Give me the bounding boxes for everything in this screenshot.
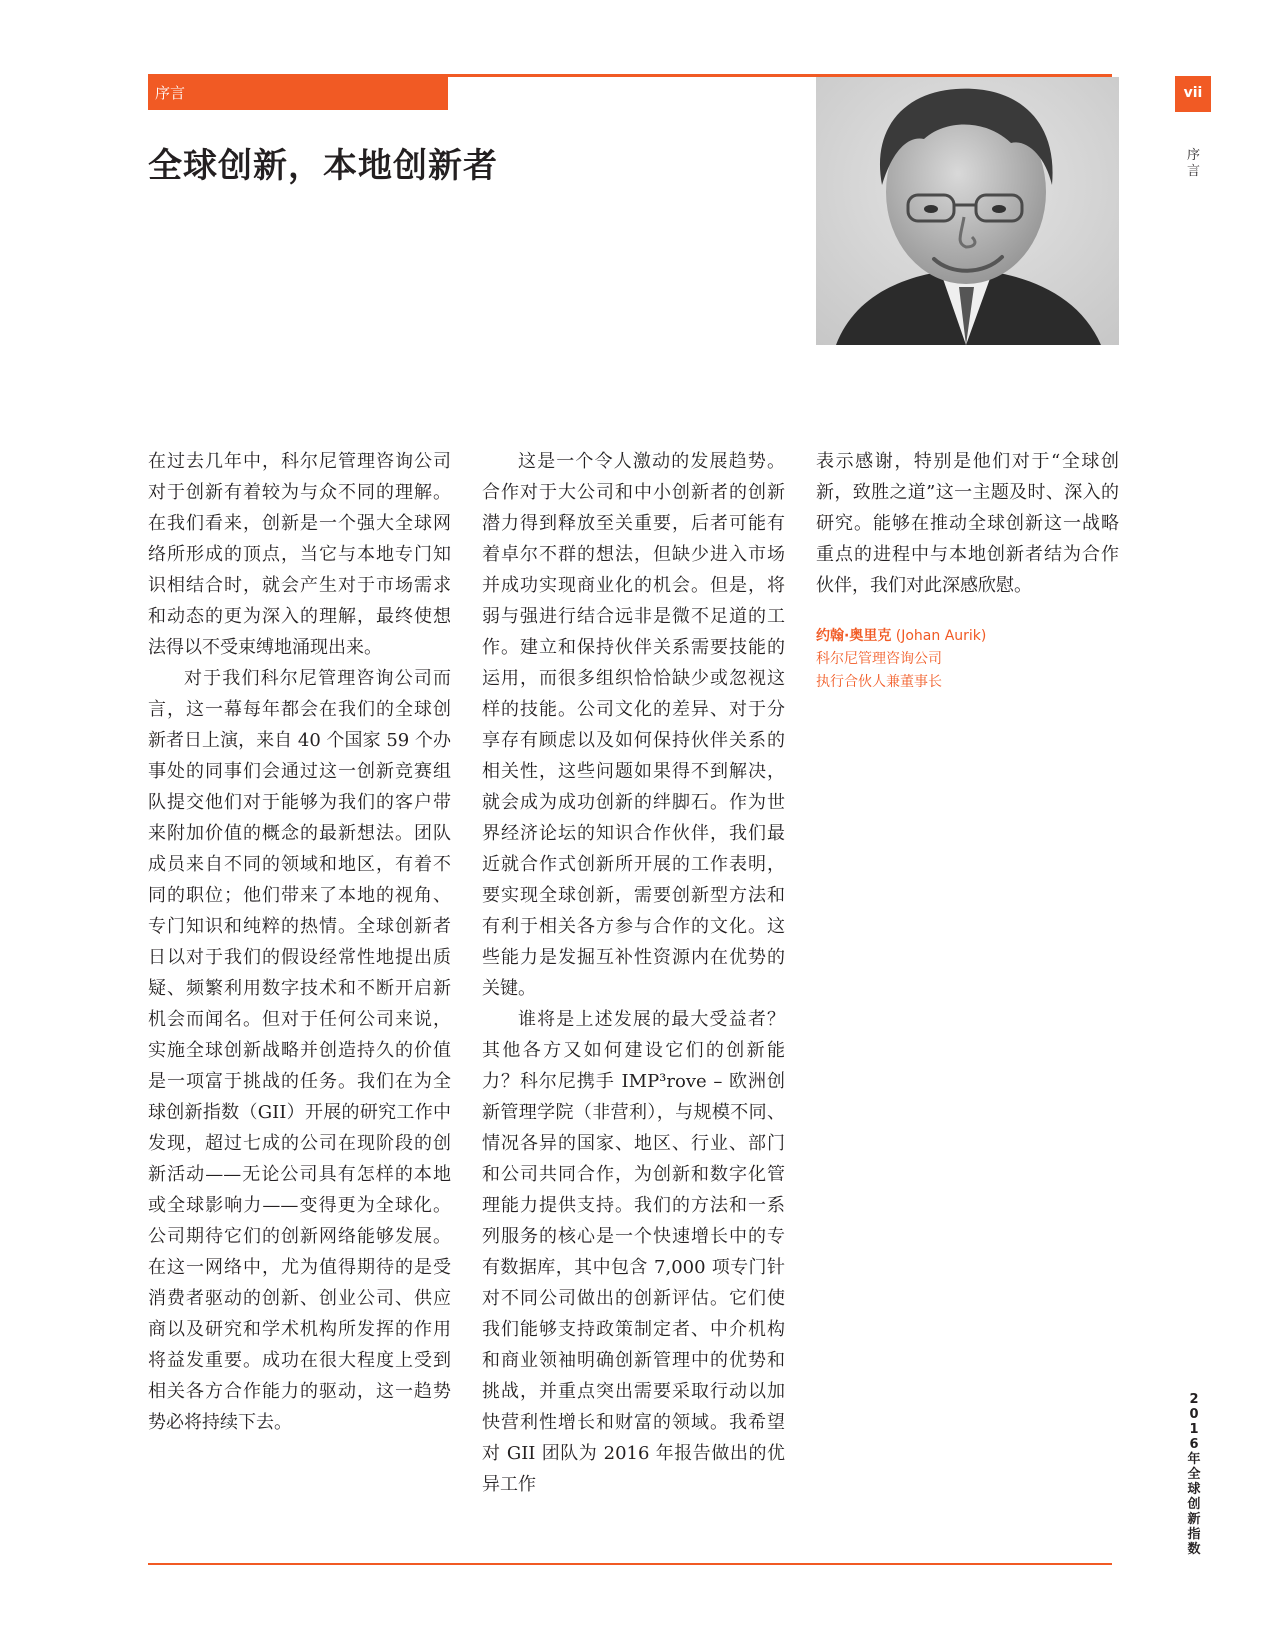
portrait-image: [816, 77, 1119, 345]
paragraph: 表示感谢，特别是他们对于“全球创新，致胜之道”这一主题及时、深入的研究。能够在推动全球创新这一战略重点的进程中与本地创新者结为合作伙伴，我们对此深感欣慰。: [816, 451, 1119, 596]
paragraph: 在过去几年中，科尔尼管理咨询公司对于创新有着较为与众不同的理解。在我们看来，创新是一个强大全球网络所形成的顶点，当它与本地专门知识相结合时，就会产生对于市场需求和动态的更为深入的理解，最终使想法得以不受束缚地涌现出来。: [148, 451, 451, 658]
text-column-3: [816, 446, 1119, 694]
side-report-text: 2 0 1 6 年 全 球 创 新 指 数: [1187, 1392, 1201, 1557]
bottom-rule: [148, 1563, 1112, 1565]
section-label: 序言: [155, 84, 186, 102]
paragraph: 谁将是上述发展的最大受益者？其他各方又如何建设它们的创新能力？科尔尼携手 IMP³rove – 欧洲创新管理学院（非营利），与规模不同、情况各异的国家、地区、行业、部门和公司共同合作，为创新和数字化管理能力提供支持。我们的方法和一系列服务的核心是一个快速增长中的专有数据库，其中包含 7,000 项专门针对不同公司做出的创新评估。它们使我们能够支持政策制定者、中介机构和商业领袖明确创新管理中的优势和挑战，并重点突出需要采取行动以加快营利性增长和财富的领域。我希望对 GII 团队为 2016 年报告做出的优异工作: [482, 1009, 785, 1495]
signature-company: 科尔尼管理咨询公司: [816, 651, 942, 667]
text-column-1: [148, 446, 451, 1438]
author-portrait: [816, 77, 1119, 345]
page-title: 全球创新，本地创新者: [148, 146, 498, 186]
paragraph: 对于我们科尔尼管理咨询公司而言，这一幕每年都会在我们的全球创新者日上演，来自 40 个国家 59 个办事处的同事们会通过这一创新竞赛组队提交他们对于能够为我们的客户带来附加价值的概念的最新想法。团队成员来自不同的领域和地区，有着不同的职位；他们带来了本地的视角、专门知识和纯粹的热情。全球创新者日以对于我们的假设经常性地提出质疑、频繁利用数字技术和不断开启新机会而闻名。但对于任何公司来说，实施全球创新战略并创造持久的价值是一项富于挑战的任务。我们在为全球创新指数（GII）开展的研究工作中发现，超过七成的公司在现阶段的创新活动——无论公司具有怎样的本地或全球影响力——变得更为全球化。公司期待它们的创新网络能够发展。在这一网络中，尤为值得期待的是受消费者驱动的创新、创业公司、供应商以及研究和学术机构所发挥的作用将益发重要。成功在很大程度上受到相关各方合作能力的驱动，这一趋势势必将持续下去。: [148, 668, 451, 1433]
side-report-title: [1186, 1392, 1202, 1557]
side-section-text: 序 言: [1187, 148, 1201, 179]
paragraph: 这是一个令人激动的发展趋势。合作对于大公司和中小创新者的创新潜力得到释放至关重要，后者可能有着卓尔不群的想法，但缺少进入市场并成功实现商业化的机会。但是，将弱与强进行结合远非是微不足道的工作。建立和保持伙伴关系需要技能的运用，而很多组织恰恰缺少或忽视这样的技能。公司文化的差异、对于分享存有顾虑以及如何保持伙伴关系的相关性，这些问题如果得不到解决，就会成为成功创新的绊脚石。作为世界经济论坛的知识合作伙伴，我们最近就合作式创新所开展的工作表明，要实现全球创新，需要创新型方法和有利于相关各方参与合作的文化。这些能力是发掘互补性资源内在优势的关键。: [482, 451, 785, 999]
signature-block: [816, 625, 1119, 694]
signature-name-line: [816, 625, 1119, 648]
section-tab: [148, 77, 448, 110]
signature-name-en: (Johan Aurik): [891, 628, 987, 644]
page-number: vii: [1175, 76, 1211, 112]
text-column-2: [482, 446, 785, 1500]
signature-name: 约翰·奥里克: [816, 628, 892, 644]
signature-role: 执行合伙人兼董事长: [816, 674, 942, 690]
side-section-label: [1187, 148, 1203, 180]
